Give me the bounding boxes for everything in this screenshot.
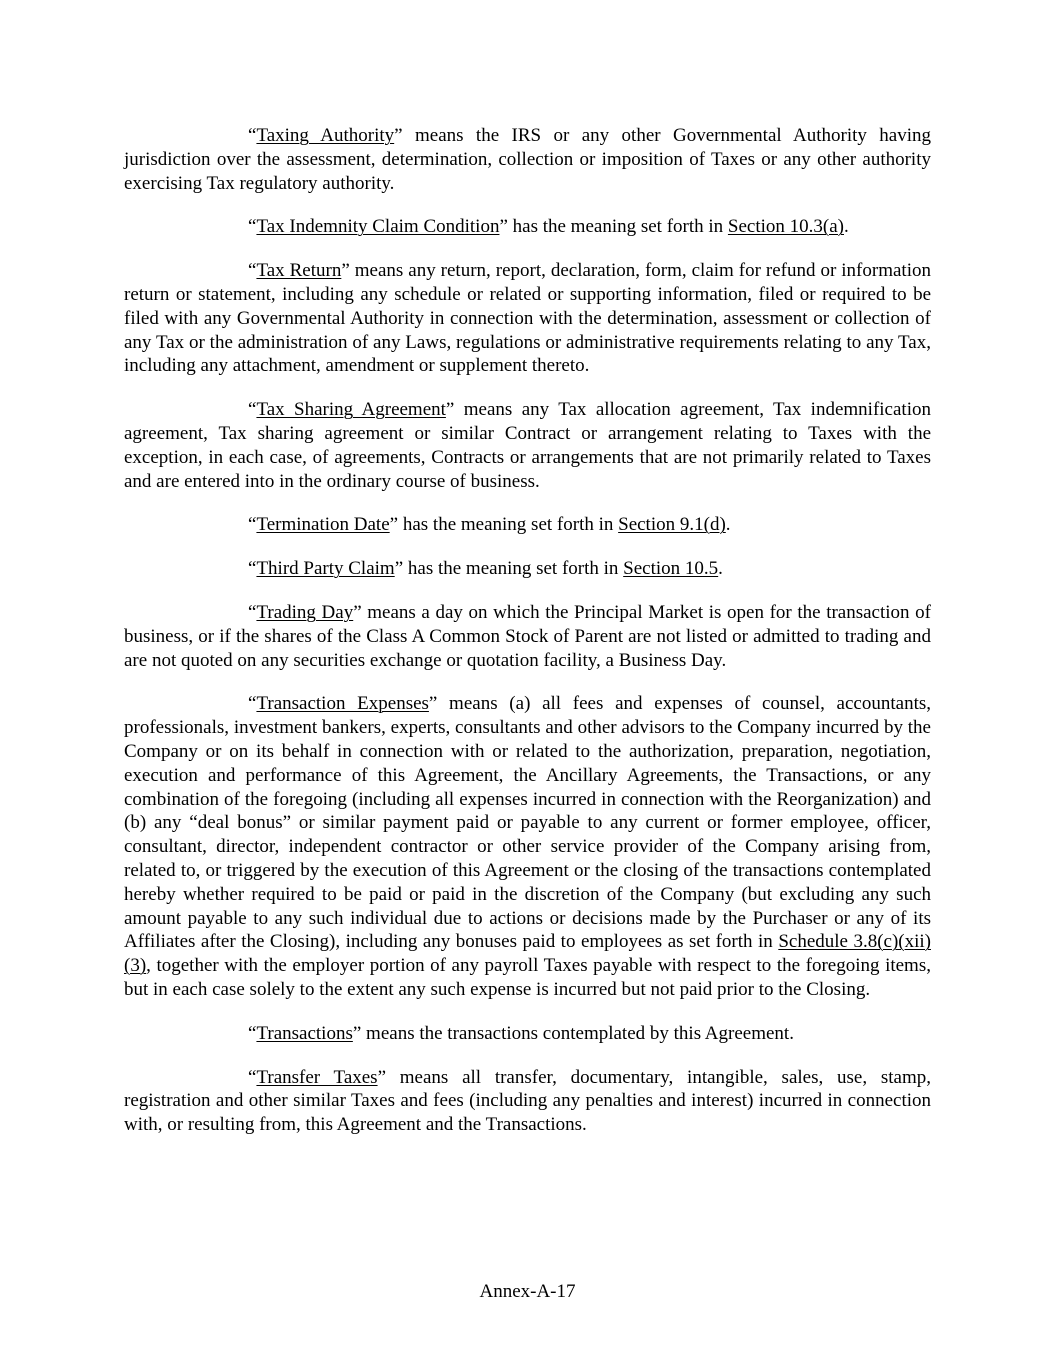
definition-text: ” has the meaning set forth in bbox=[499, 216, 728, 238]
definition-text: ” means (a) all fees and expenses of counsel, accountants, professionals, investment bankers, experts, consultants and other advisors to the Company incurred by the Company or on its behalf in connection with or related to the authorization, preparation, negotiation, execution and performance of this Agreement, the Ancillary Agreements, the Transactions, or any combination of the foregoing (including all expenses incurred in connection with the Reorganization) and (b) any “deal bonus” or similar payment paid or payable to any current or former employee, officer, consultant, director, independent contractor or other service provider of the Company arising from, related to, or triggered by the execution of this Agreement or the closing of the transactions contemplated hereby whether required to be paid or paid in the discretion of the Company (but excluding any such amount payable to any such individual due to actions or decisions made by the Purchaser or any of its Affiliates after the Closing), including any bonuses paid to employees as set forth in bbox=[124, 693, 931, 953]
defined-term: Tax Indemnity Claim Condition bbox=[256, 216, 500, 238]
definition-transfer-taxes bbox=[124, 1066, 931, 1137]
open-quote: “ bbox=[248, 601, 257, 623]
section-reference: Section 10.5 bbox=[623, 558, 719, 580]
open-quote: “ bbox=[248, 260, 257, 282]
definition-tail: . bbox=[725, 514, 731, 536]
definition-text: ” means a day on which the Principal Market is open for the transaction of business, or if the shares of the Class A Common Stock of Parent are not listed or admitted to trading and are not quoted on any securities exchange or quotation facility, a Business Day. bbox=[124, 601, 931, 671]
document-body bbox=[124, 124, 931, 1157]
defined-term: Third Party Claim bbox=[256, 558, 395, 580]
definition-taxing-authority bbox=[124, 124, 931, 195]
defined-term: Tax Return bbox=[256, 260, 342, 282]
defined-term: Taxing Authority bbox=[256, 125, 395, 146]
definition-tax-return bbox=[124, 259, 931, 378]
definition-trading-day bbox=[124, 601, 931, 672]
defined-term: Termination Date bbox=[256, 514, 390, 536]
definition-third-party-claim bbox=[124, 557, 931, 581]
definition-tail: , together with the employer portion of any payroll Taxes payable with respect to the foregoing items, but in each case solely to the extent any such expense is incurred but not paid prior to the Closing. bbox=[124, 955, 931, 1000]
definition-tax-sharing-agreement bbox=[124, 398, 931, 493]
section-reference: Section 9.1(d) bbox=[618, 514, 726, 536]
page-number: Annex-A-17 bbox=[479, 1281, 576, 1302]
open-quote: “ bbox=[248, 399, 257, 421]
definition-text: ” has the meaning set forth in bbox=[394, 558, 624, 580]
open-quote: “ bbox=[248, 514, 257, 536]
definition-transaction-expenses bbox=[124, 692, 931, 1001]
open-quote: “ bbox=[248, 1022, 257, 1044]
defined-term: Transactions bbox=[256, 1022, 353, 1044]
definition-text: ” means any Tax allocation agreement, Tax indemnification agreement, Tax sharing agreement or similar Contract or arrangement relating to Taxes with the exception, in each case, of agreements, Contracts or arrangements that are not primarily related to Taxes and are entered into in the ordinary course of business. bbox=[124, 399, 931, 492]
defined-term: Trading Day bbox=[256, 601, 354, 623]
defined-term: Transaction Expenses bbox=[256, 693, 429, 715]
definition-tail: . bbox=[844, 216, 849, 238]
section-reference: Section 10.3(a) bbox=[727, 216, 844, 238]
definition-tax-indemnity-claim-condition bbox=[124, 215, 931, 239]
open-quote: “ bbox=[248, 693, 257, 715]
definition-text: ” means any return, report, declaration, form, claim for refund or information return or statement, including any schedule or related or supporting information, filed or required to be filed with any Governmental Authority in connection with the determination, assessment or collection of any Tax or the administration of any Laws, regulations or administrative requirements relating to any Tax, including any attachment, amendment or supplement thereto. bbox=[124, 260, 931, 377]
open-quote: “ bbox=[248, 558, 257, 580]
definition-text: ” means all transfer, documentary, intangible, sales, use, stamp, registration and other similar Taxes and fees (including any penalties and interest) incurred in connection with, or resulting from, this Agreement and the Transactions. bbox=[124, 1066, 931, 1136]
open-quote: “ bbox=[248, 216, 257, 238]
definition-text: ” has the meaning set forth in bbox=[389, 514, 619, 536]
definition-transactions bbox=[124, 1022, 931, 1046]
definition-termination-date bbox=[124, 513, 931, 537]
definition-text: ” means the IRS or any other Governmental Authority having jurisdiction over the assessment, determination, collection or imposition of Taxes or any other authority exercising Tax regulatory authority. bbox=[124, 125, 931, 194]
open-quote: “ bbox=[248, 1066, 257, 1088]
definition-text: ” means the transactions contemplated by this Agreement. bbox=[352, 1022, 794, 1044]
schedule-reference: Schedule 3.8(c)(xii)(3) bbox=[124, 931, 931, 977]
defined-term: Tax Sharing Agreement bbox=[256, 399, 446, 421]
defined-term: Transfer Taxes bbox=[256, 1066, 378, 1088]
definition-tail: . bbox=[718, 558, 723, 580]
open-quote: “ bbox=[248, 125, 257, 146]
